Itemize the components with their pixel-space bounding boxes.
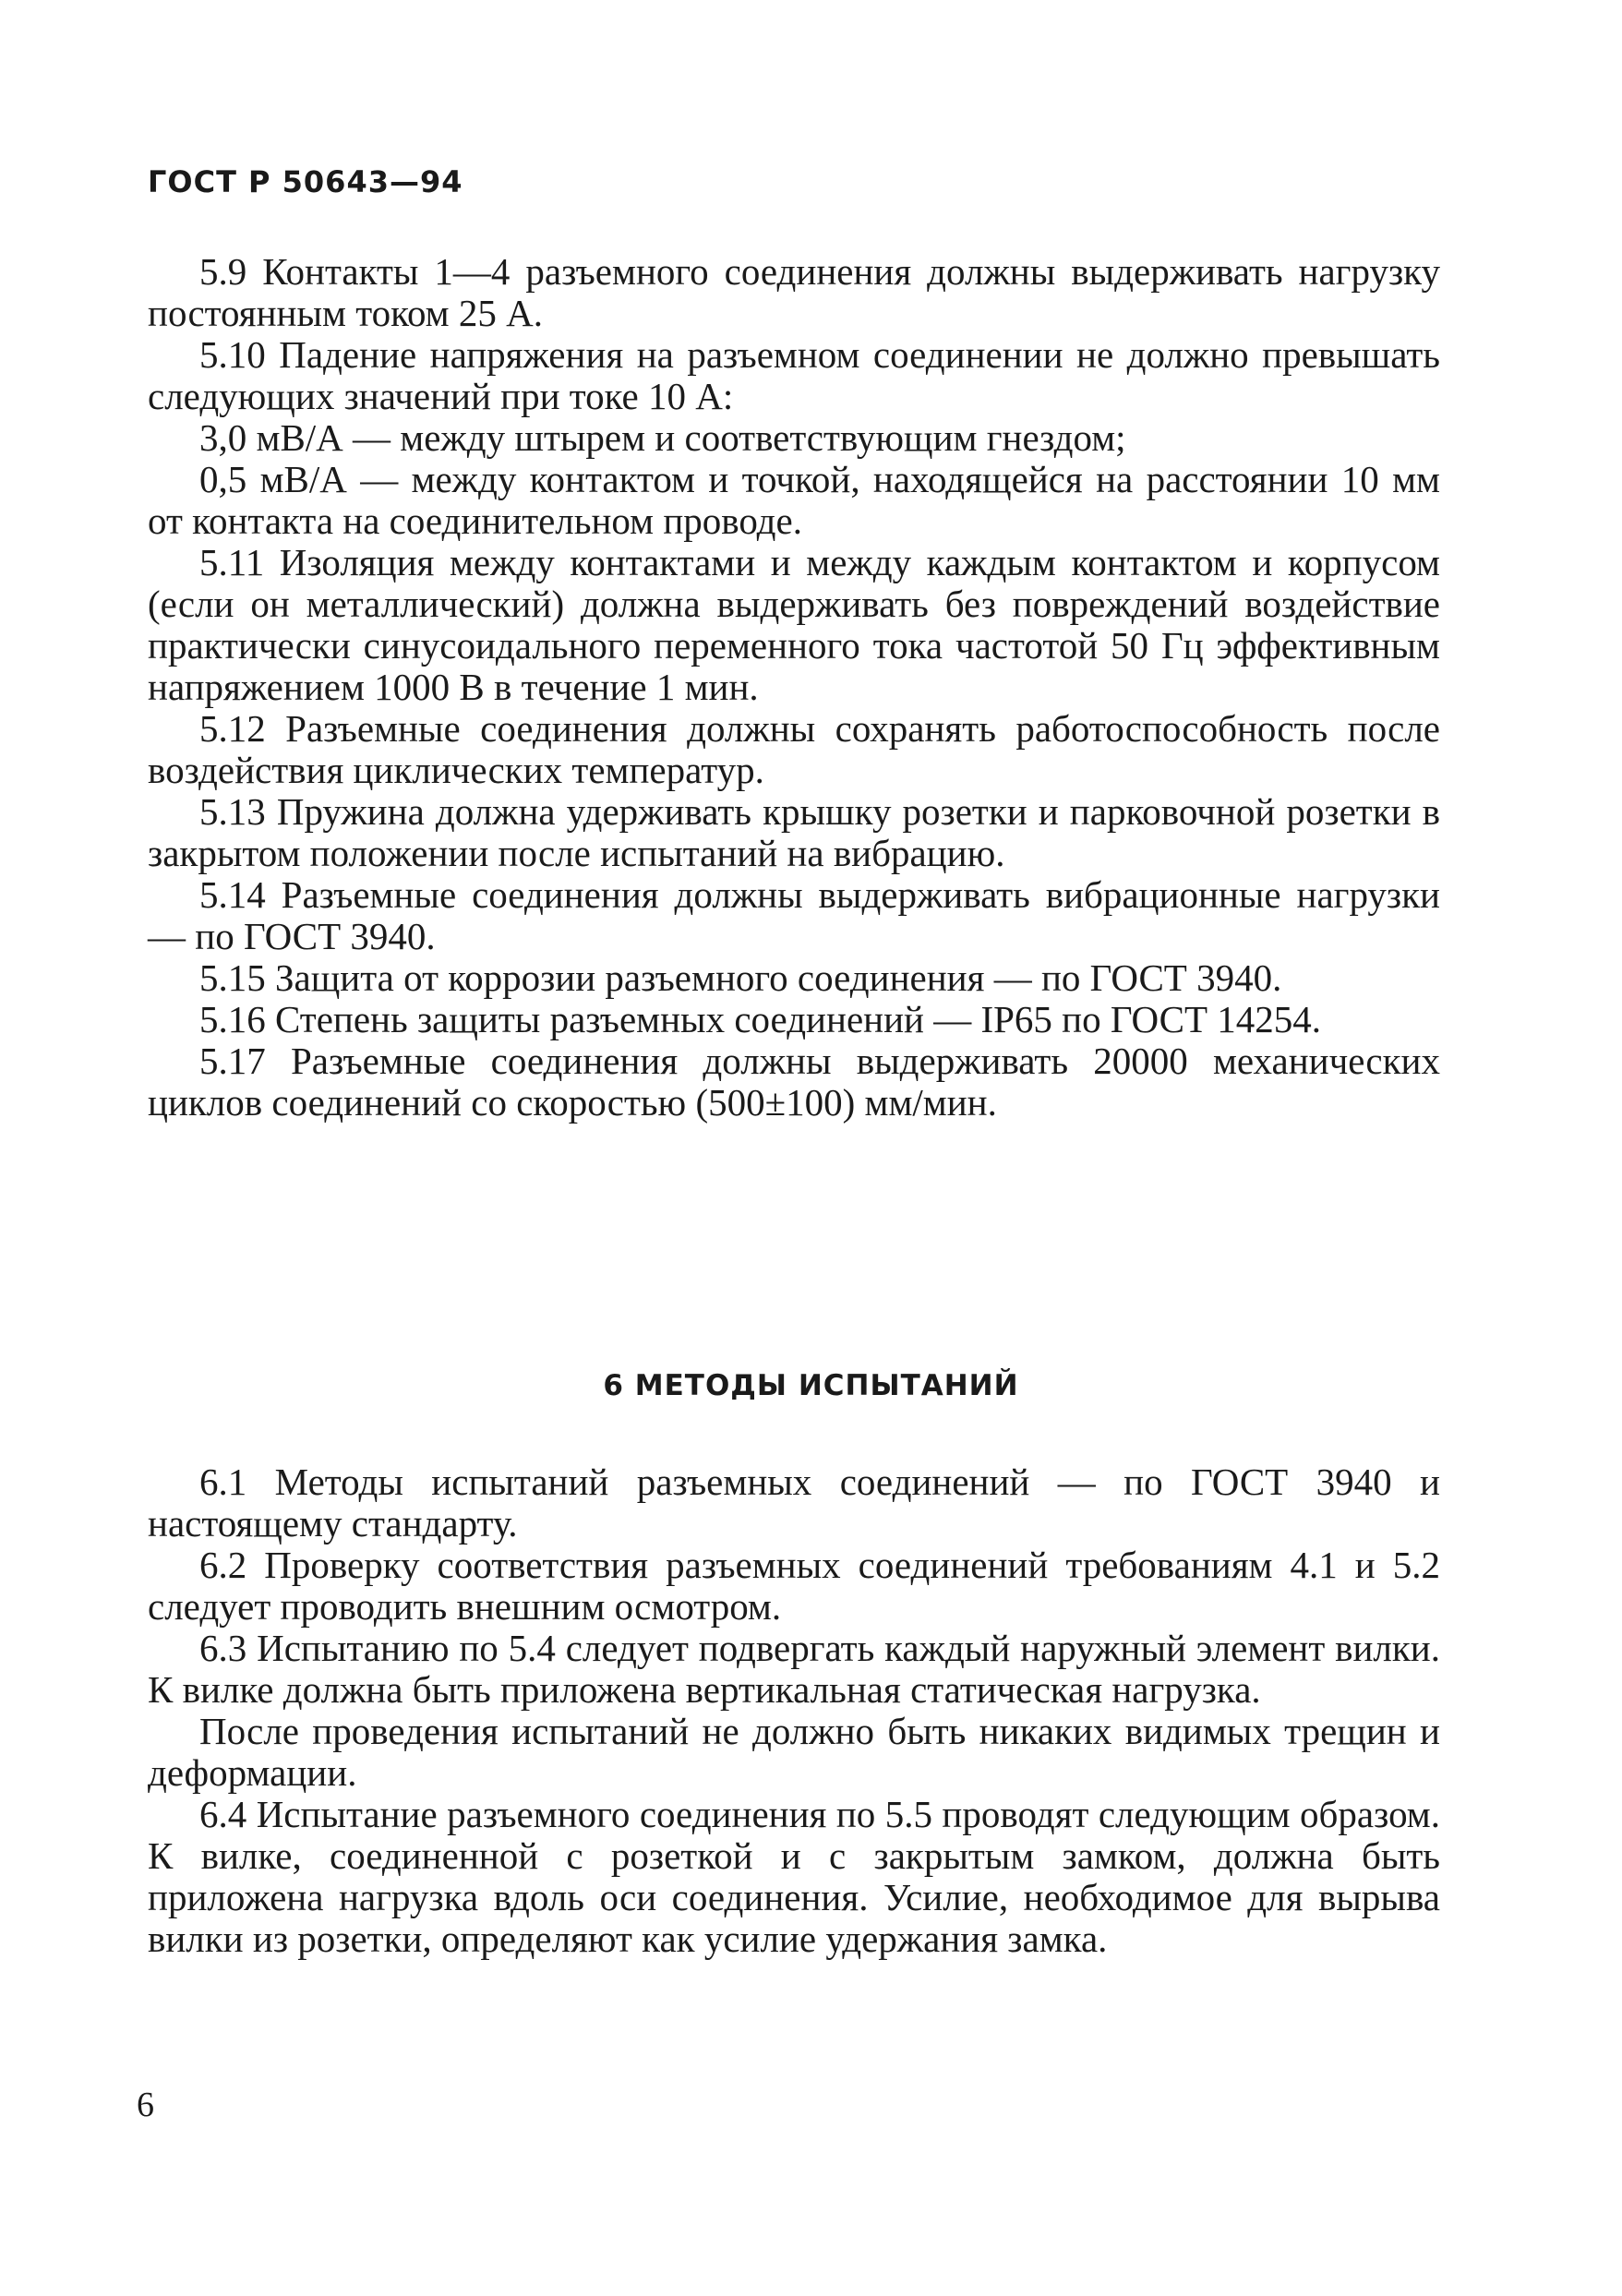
paragraph-5-17: 5.17 Разъемные соединения должны выдерживать 20000 механических циклов соединений со скоростью (500±100) мм/мин. — [148, 1040, 1440, 1124]
paragraph-5-10: 5.10 Падение напряжения на разъемном соединении не должно превышать следующих значений при токе 10 А: — [148, 333, 1440, 417]
paragraph-5-14: 5.14 Разъемные соединения должны выдерживать вибрационные нагрузки — по ГОСТ 3940. — [148, 873, 1440, 957]
paragraph-5-12: 5.12 Разъемные соединения должны сохранять работоспособность после воздействия циклических температур. — [148, 707, 1440, 791]
paragraph-6-3: 6.3 Испытанию по 5.4 следует подвергать каждый наружный элемент вилки. К вилке должна быть приложена вертикальная статическая нагрузка. — [148, 1627, 1440, 1711]
section-6-title: 6 МЕТОДЫ ИСПЫТАНИЙ — [603, 1369, 1019, 1402]
paragraph-5-9: 5.9 Контакты 1—4 разъемного соединения должны выдерживать нагрузку постоянным током 25 А. — [148, 250, 1440, 334]
paragraph-5-11: 5.11 Изоляция между контактами и между каждым контактом и корпусом (если он металлический) должна выдерживать без повреждений воздействие практически синусоидального переменного тока частотой 50 Гц эффективным напряжением 1000 В в течение 1 мин. — [148, 541, 1440, 708]
page-number: 6 — [137, 2086, 154, 2124]
standard-header: ГОСТ Р 50643—94 — [148, 164, 463, 199]
section-6-body — [148, 1461, 1440, 1960]
section-5-body — [148, 251, 1440, 1124]
paragraph-5-10-item-2: 0,5 мВ/А — между контактом и точкой, находящейся на расстоянии 10 мм от контакта на соединительном проводе. — [148, 458, 1440, 542]
paragraph-6-4: 6.4 Испытание разъемного соединения по 5.5 проводят следующим образом. К вилке, соединенной с розеткой и с закрытым замком, должна быть приложена нагрузка вдоль оси соединения. Усилие, необходимое для вырыва вилки из розетки, определяют как усилие удержания замка. — [148, 1793, 1440, 1960]
paragraph-5-16: 5.16 Степень защиты разъемных соединений — IP65 по ГОСТ 14254. — [199, 998, 1322, 1040]
paragraph-5-10-item-1: 3,0 мВ/А — между штырем и соответствующим гнездом; — [199, 416, 1126, 459]
paragraph-6-2: 6.2 Проверку соответствия разъемных соединений требованиям 4.1 и 5.2 следует проводить внешним осмотром. — [148, 1544, 1440, 1628]
paragraph-5-15: 5.15 Защита от коррозии разъемного соединения — по ГОСТ 3940. — [199, 956, 1282, 999]
paragraph-5-13: 5.13 Пружина должна удерживать крышку розетки и парковочной розетки в закрытом положении после испытаний на вибрацию. — [148, 790, 1440, 874]
paragraph-6-3-note: После проведения испытаний не должно быть никаких видимых трещин и деформации. — [148, 1710, 1440, 1794]
paragraph-6-1: 6.1 Методы испытаний разъемных соединений — по ГОСТ 3940 и настоящему стандарту. — [148, 1461, 1440, 1545]
